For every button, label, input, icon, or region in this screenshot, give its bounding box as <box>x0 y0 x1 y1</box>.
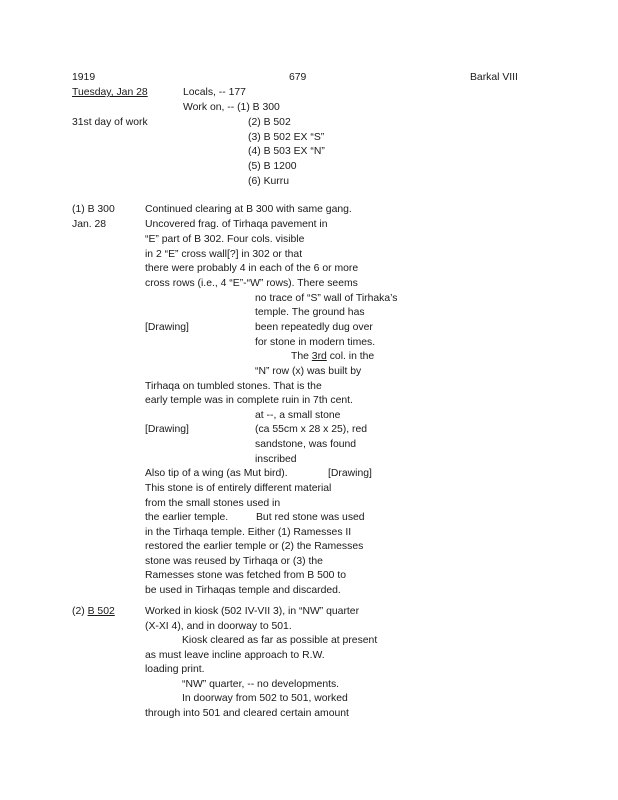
text-line: been repeatedly dug over <box>255 322 373 333</box>
text-line: Continued clearing at B 300 with same gang. <box>145 204 352 215</box>
work-on-line: Work on, -- (1) B 300 <box>183 102 280 113</box>
text-line: (X-XI 4), and in doorway to 501. <box>145 621 292 632</box>
text-line: Tirhaqa on tumbled stones. That is the <box>145 381 322 392</box>
volume-label: Barkal VIII <box>470 72 518 83</box>
text-line: But red stone was used <box>256 512 365 523</box>
text-line: sandstone, was found <box>255 439 357 450</box>
page-number: 679 <box>289 72 307 83</box>
work-item: (4) B 503 EX “N” <box>248 146 325 157</box>
text-line: early temple was in complete ruin in 7th cent. <box>145 395 353 406</box>
header-year: 1919 <box>72 72 96 83</box>
work-item: (3) B 502 EX “S” <box>248 132 325 143</box>
locals-count: Locals, -- 177 <box>183 87 246 98</box>
text-line: temple. The ground has <box>255 307 365 318</box>
day-of-work: 31st day of work <box>72 117 148 128</box>
drawing-placeholder: [Drawing] <box>328 468 372 479</box>
section-label: (1) B 300 <box>72 204 115 215</box>
section-label: (2) B 502 <box>72 606 115 617</box>
text-line: “NW” quarter, -- no developments. <box>182 679 340 690</box>
text-line: no trace of “S” wall of Tirhaka’s <box>255 293 398 304</box>
text-line: through into 501 and cleared certain amount <box>145 708 349 719</box>
work-item: (6) Kurru <box>248 176 289 187</box>
text-line: for stone in modern times. <box>255 337 376 348</box>
text-line: in 2 “E” cross wall[?] in 302 or that <box>145 249 303 260</box>
text-line: be used in Tirhaqas temple and discarded. <box>145 585 341 596</box>
text-line: “N” row (x) was built by <box>255 366 362 377</box>
text-line: In doorway from 502 to 501, worked <box>182 693 348 704</box>
text-line: The 3rd col. in the <box>291 351 375 362</box>
text-line: Worked in kiosk (502 IV-VII 3), in “NW” quarter <box>145 606 360 617</box>
text-line: loading print. <box>145 664 205 675</box>
text-line: the earlier temple. <box>145 512 229 523</box>
text-line: stone was reused by Tirhaqa or (3) the <box>145 556 323 567</box>
text-line: from the small stones used in <box>145 498 281 509</box>
drawing-placeholder: [Drawing] <box>145 322 189 333</box>
section-date: Jan. 28 <box>72 219 107 230</box>
text-line: there were probably 4 in each of the 6 or more <box>145 263 359 274</box>
text-line: This stone is of entirely different material <box>145 483 332 494</box>
text-line: in the Tirhaqa temple. Either (1) Ramesses II <box>145 527 352 538</box>
work-item: (2) B 502 <box>248 117 291 128</box>
work-item: (5) B 1200 <box>248 161 297 172</box>
text-line: as must leave incline approach to R.W. <box>145 650 325 661</box>
entry-date: Tuesday, Jan 28 <box>72 87 148 98</box>
text-line: “E” part of B 302. Four cols. visible <box>145 234 305 245</box>
text-line: restored the earlier temple or (2) the Ramesses <box>145 541 364 552</box>
text-line: Uncovered frag. of Tirhaqa pavement in <box>145 219 328 230</box>
drawing-placeholder: [Drawing] <box>145 424 189 435</box>
text-line: Also tip of a wing (as Mut bird). <box>145 468 288 479</box>
text-line: (ca 55cm x 28 x 25), red <box>255 424 368 435</box>
text-line: inscribed <box>255 454 297 465</box>
text-line: cross rows (i.e., 4 “E”-“W” rows). There seems <box>145 278 358 289</box>
text-line: Kiosk cleared as far as possible at present <box>182 635 378 646</box>
text-line: at --, a small stone <box>255 410 341 421</box>
text-line: Ramesses stone was fetched from B 500 to <box>145 570 346 581</box>
